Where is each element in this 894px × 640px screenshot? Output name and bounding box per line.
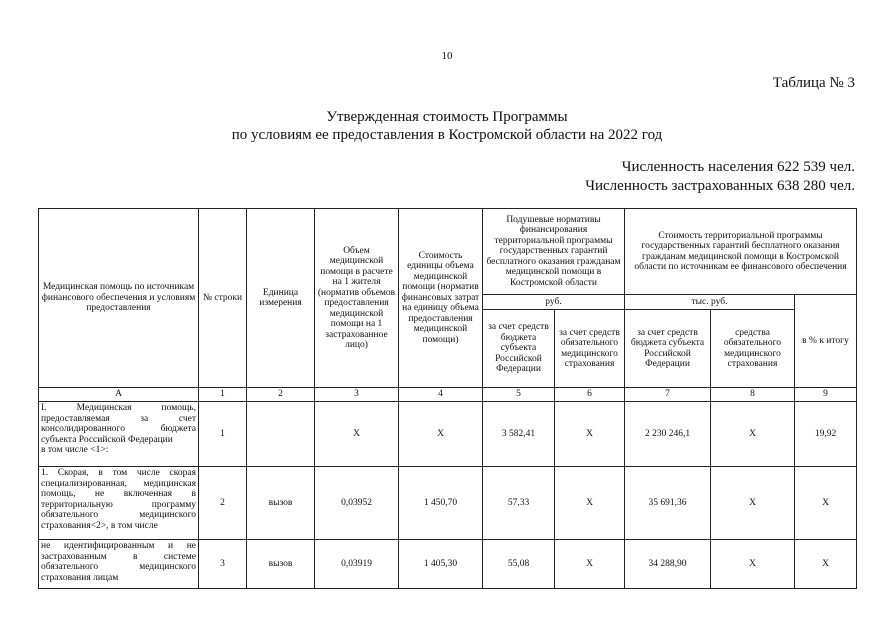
row-name: не идентифицированным и не застрахованным в системе обязательного медицинского страхования лицам [39,540,199,589]
table-row [39,402,857,467]
header-group-cost: Стоимость территориальной программы государственных гарантий бесплатного оказания гражданам медицинской помощи в Костромской области по источникам ее финансового обеспечения [625,209,857,295]
row-percapita-oms: Х [555,402,625,467]
row-cost-budget: 35 691,36 [625,467,711,540]
header-col-2: Единица измерения [247,209,315,388]
row-cost-budget: 34 288,90 [625,540,711,589]
population-count: Численность населения 622 539 чел. [621,159,855,175]
header-col-9: в % к итогу [795,295,857,388]
document-title [0,108,894,144]
program-cost-table [38,208,857,589]
row-name: I. Медицинская помощь, предоставляемая за счет консолидированного бюджета субъекта Российской Федерации [41,403,196,445]
row-unit-cost: 1 405,30 [399,540,483,589]
row-line-number: 1 [199,402,247,467]
column-numbers-row [39,388,857,402]
header-col-5: за счет средств бюджета субъекта Российской Федерации [483,310,555,388]
table-label: Таблица № 3 [772,75,855,91]
population-info [585,158,855,196]
row-unit-cost: 1 450,70 [399,467,483,540]
row-percent: Х [795,540,857,589]
header-unit-thous-rub: тыс. руб. [625,295,795,310]
row-volume: Х [315,402,399,467]
row-percent: Х [795,467,857,540]
row-percent: 19,92 [795,402,857,467]
row-percapita-oms: Х [555,467,625,540]
row-unit-cost: Х [399,402,483,467]
row-cost-oms: Х [711,467,795,540]
column-number: 7 [625,388,711,402]
row-unit: вызов [247,467,315,540]
column-number: 2 [247,388,315,402]
header-col-4: Стоимость единицы объема медицинской помощи (норматив финансовых затрат на единицу объема предоставления медицинской помощи) [399,209,483,388]
table-row [39,540,857,589]
page-number: 10 [441,50,453,62]
header-group-percapita: Подушевые нормативы финансирования территориальной программы государственных гарантий бесплатного оказания гражданам медицинской помощи в Костромской области [483,209,625,295]
row-unit: вызов [247,540,315,589]
row-cost-budget: 2 230 246,1 [625,402,711,467]
header-col-a: Медицинская помощь по источникам финансового обеспечения и условиям предоставления [39,209,199,388]
row-volume: 0,03919 [315,540,399,589]
column-number: 6 [555,388,625,402]
row-percapita-budget: 3 582,41 [483,402,555,467]
column-number: 8 [711,388,795,402]
row-unit [247,402,315,467]
insured-count: Численность застрахованных 638 280 чел. [585,178,855,194]
row-percapita-budget: 55,08 [483,540,555,589]
column-number: 4 [399,388,483,402]
row-volume: 0,03952 [315,467,399,540]
row-name-cell [39,402,199,467]
column-number: 1 [199,388,247,402]
title-line-2: по условиям ее предоставления в Костромской области на 2022 год [231,127,663,143]
row-percapita-oms: Х [555,540,625,589]
row-percapita-budget: 57,33 [483,467,555,540]
row-cost-oms: Х [711,540,795,589]
row-name-extra: в том числе <1>: [41,445,109,455]
table-row [39,467,857,540]
header-col-3: Объем медицинской помощи в расчете на 1 жителя (норматив объемов предоставления медицинской помощи на 1 застрахованное лицо) [315,209,399,388]
header-row-groups [39,209,857,295]
header-col-1: № строки [199,209,247,388]
header-col-7: за счет средств бюджета субъекта Российской Федерации [625,310,711,388]
row-line-number: 2 [199,467,247,540]
row-line-number: 3 [199,540,247,589]
column-number: 9 [795,388,857,402]
header-col-6: за счет средств обязательного медицинского страхования [555,310,625,388]
title-line-1: Утвержденная стоимость Программы [326,109,568,125]
column-number: 5 [483,388,555,402]
row-name: 1. Скорая, в том числе скорая специализированная, медицинская помощь, не включенная в территориальную программу обязательного медицинского страхования<2>, в том числе [39,467,199,540]
row-cost-oms: Х [711,402,795,467]
header-unit-rub: руб. [483,295,625,310]
column-number: А [39,388,199,402]
header-col-8: средства обязательного медицинского страхования [711,310,795,388]
column-number: 3 [315,388,399,402]
